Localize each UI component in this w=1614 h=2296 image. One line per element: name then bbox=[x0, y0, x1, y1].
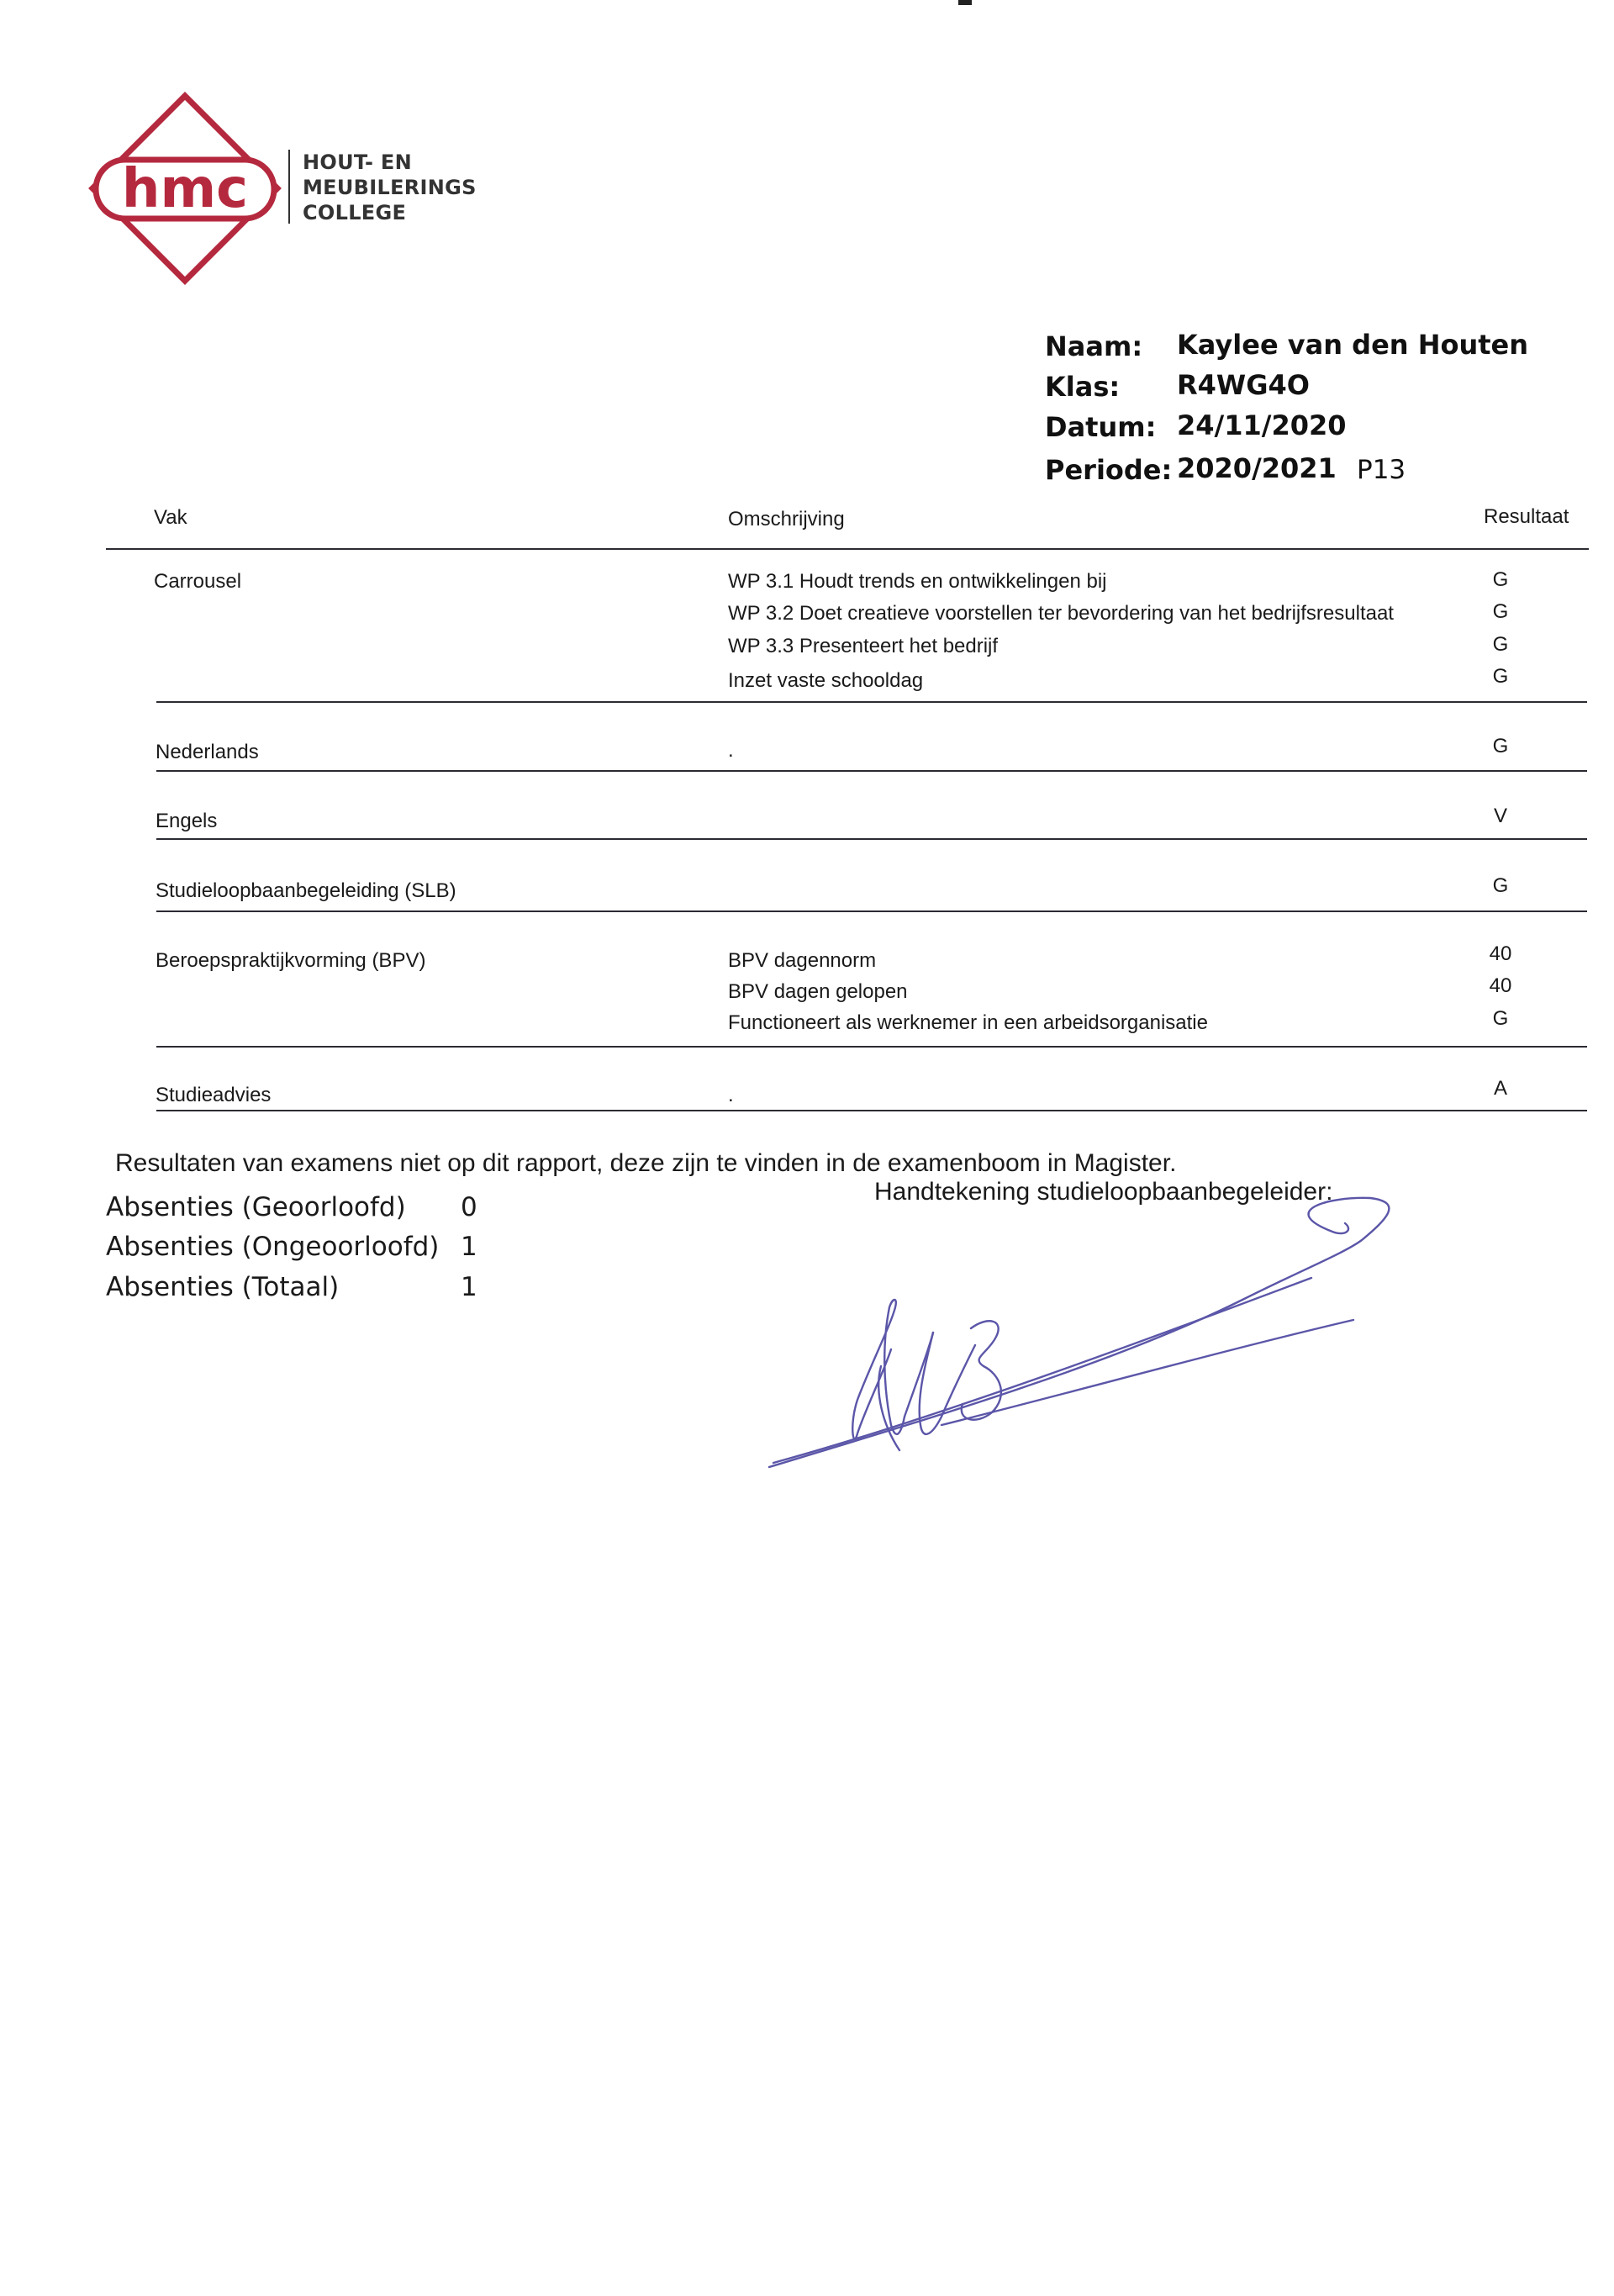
section-rule bbox=[156, 701, 1587, 703]
subject-carrousel: Carrousel bbox=[154, 570, 242, 593]
subject-engels: Engels bbox=[156, 810, 218, 832]
absence-value: 1 bbox=[461, 1232, 477, 1262]
description-cell: BPV dagennorm bbox=[728, 949, 877, 972]
result-cell: G bbox=[1492, 735, 1509, 757]
absence-label: Absenties (Ongeoorloofd) bbox=[106, 1232, 440, 1262]
logo-initials: hmc bbox=[121, 158, 249, 220]
result-cell: G bbox=[1492, 1007, 1509, 1030]
signature-drawing bbox=[757, 1173, 1480, 1484]
description-cell: WP 3.3 Presenteert het bedrijf bbox=[728, 635, 999, 657]
section-rule bbox=[156, 910, 1587, 912]
absence-label: Absenties (Geoorloofd) bbox=[106, 1192, 406, 1222]
logo-line-1: HOUT- EN bbox=[303, 150, 413, 174]
absence-value: 1 bbox=[461, 1272, 477, 1302]
student-name: Kaylee van den Houten bbox=[1177, 329, 1529, 361]
result-cell: V bbox=[1493, 805, 1507, 827]
result-cell: G bbox=[1492, 600, 1509, 623]
report-date: 24/11/2020 bbox=[1177, 409, 1347, 441]
subject-studieadvies: Studieadvies bbox=[156, 1084, 272, 1106]
header-result: Resultaat bbox=[1484, 505, 1569, 528]
hmc-logo bbox=[84, 91, 286, 286]
report-period: 2020/2021 bbox=[1177, 452, 1337, 484]
header-rule bbox=[106, 548, 1589, 550]
scan-mark bbox=[958, 0, 972, 5]
header-subject: Vak bbox=[154, 506, 187, 529]
description-cell: WP 3.2 Doet creatieve voorstellen ter bevordering van het bedrijfsresultaat bbox=[728, 602, 1394, 625]
description-cell: Inzet vaste schooldag bbox=[728, 669, 924, 692]
absence-label: Absenties (Totaal) bbox=[106, 1272, 340, 1302]
student-class: R4WG4O bbox=[1177, 369, 1310, 401]
section-rule bbox=[156, 838, 1587, 840]
date-label: Datum: bbox=[1045, 411, 1157, 443]
result-cell: 40 bbox=[1489, 942, 1512, 965]
period-code: P13 bbox=[1357, 455, 1406, 485]
logo-line-2: MEUBILERINGS bbox=[303, 176, 477, 199]
signature-label: Handtekening studieloopbaanbegeleider: bbox=[874, 1178, 1333, 1206]
description-cell: . bbox=[728, 739, 734, 762]
section-rule bbox=[156, 770, 1587, 772]
result-cell: 40 bbox=[1489, 974, 1512, 997]
result-cell: G bbox=[1492, 633, 1509, 656]
logo-line-3: COLLEGE bbox=[303, 201, 407, 224]
description-cell: BPV dagen gelopen bbox=[728, 980, 908, 1003]
exam-note: Resultaten van examens niet op dit rapport, deze zijn te vinden in de examenboom in Magister. bbox=[115, 1149, 1177, 1177]
result-cell: A bbox=[1493, 1077, 1507, 1100]
result-cell: G bbox=[1492, 568, 1509, 591]
description-cell: Functioneert als werknemer in een arbeidsorganisatie bbox=[728, 1011, 1208, 1034]
subject-bpv: Beroepspraktijkvorming (BPV) bbox=[156, 949, 426, 972]
result-cell: G bbox=[1492, 874, 1509, 897]
header-description: Omschrijving bbox=[728, 508, 845, 530]
section-rule bbox=[156, 1110, 1587, 1111]
name-label: Naam: bbox=[1045, 330, 1143, 362]
description-cell: WP 3.1 Houdt trends en ontwikkelingen bij bbox=[728, 570, 1107, 593]
absence-value: 0 bbox=[461, 1192, 477, 1222]
period-label: Periode: bbox=[1045, 454, 1173, 486]
section-rule bbox=[156, 1046, 1587, 1048]
class-label: Klas: bbox=[1045, 371, 1121, 403]
logo-divider bbox=[288, 150, 290, 224]
result-cell: G bbox=[1492, 665, 1509, 688]
subject-nederlands: Nederlands bbox=[156, 741, 259, 763]
subject-slb: Studieloopbaanbegeleiding (SLB) bbox=[156, 879, 456, 902]
description-cell: . bbox=[728, 1084, 734, 1106]
